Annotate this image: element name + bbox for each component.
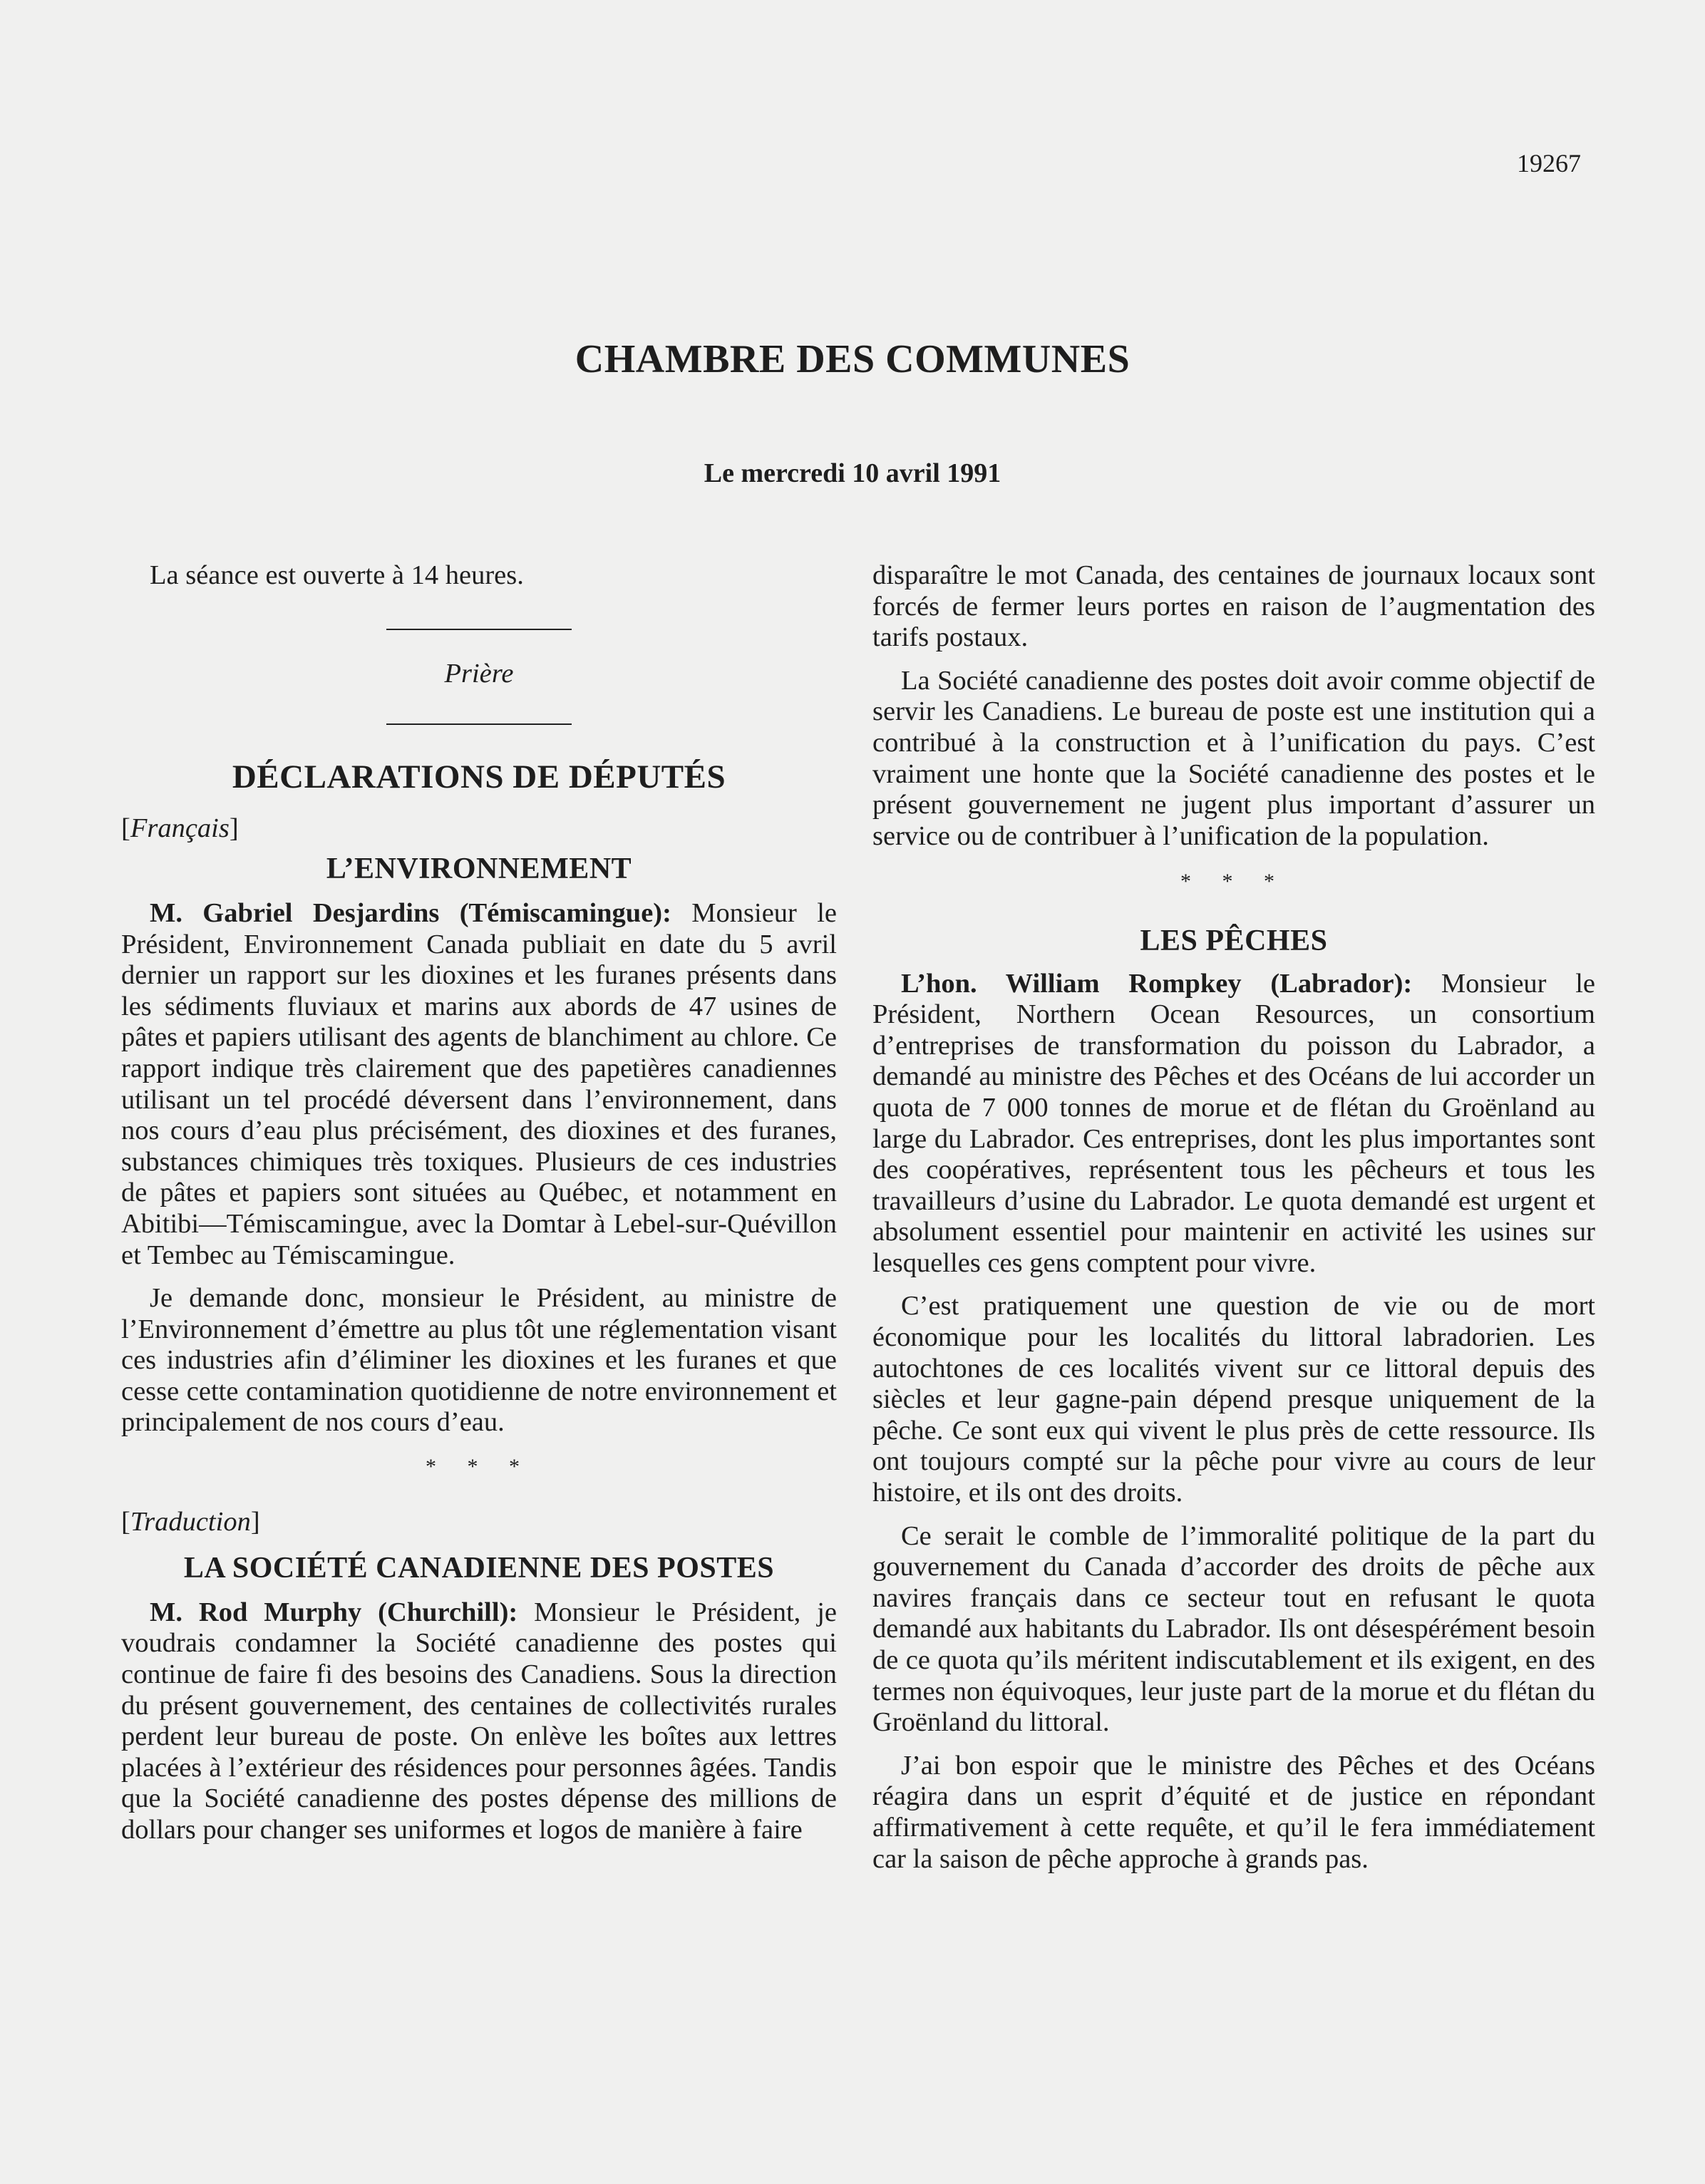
rule-bottom (386, 723, 572, 725)
statement-text: Monsieur le Président, je voudrais condamner la Société canadienne des postes qui continue de faire fi des besoins des Canadiens. Sous la direction du présent gouvernement, des centaines de collectivités rurales perdent leur bureau de poste. On enlève les boîtes aux lettres placées à l’extérieur des résidences pour personnes âgées. Tandis que la Société canadienne des postes dépense des millions de dollars pour changer ses uniformes et logos de manière à faire (121, 1597, 837, 1845)
statement-paragraph: Je demande donc, monsieur le Président, au ministre de l’Environnement d’émettre au plus tôt une réglementation visant ces industries afin d’éliminer les dioxines et les furanes et que cesse cette contamination quotidienne de notre environnement et principalement de nos cours d’eau. (121, 1283, 837, 1438)
opening-statement: La séance est ouverte à 14 heures. (150, 560, 524, 590)
language-marker-traduction: [Traduction] (121, 1506, 260, 1537)
statement-paragraph: C’est pratiquement une question de vie ou de mort économique pour les localités du littoral labradorien. Les autochtones de ces localités vivent sur ce littoral depuis des siècles et leur gagne-pain dépend presque uniquement de la pêche. Ce sont eux qui vivent le plus près de cette ressource. Ils ont toujours compté sur la pêche pour vivre au cours de leur histoire, et ils ont des droits. (872, 1291, 1595, 1508)
section-separator: * * * (426, 1455, 532, 1479)
rule-top (386, 629, 572, 630)
statement-text: Monsieur le Président, Environnement Canada publiait en date du 5 avril dernier un rapport sur les dioxines et les furanes présents dans les sédiments fluviaux et marins aux abords de 47 usines de pâtes et papiers utilisant des agents de blanchiment au chlore. Ce rapport indique très clairement que des papetières canadiennes utilisant un tel procédé déversent dans l’environnement, dans nos cours d’eau plus précisément, des dioxines et des furanes, substances chimiques très toxiques. Plusieurs de ces industries de pâtes et papiers sont situées au Québec, et notamment en Abitibi—Témiscamingue, avec la Domtar à Lebel-sur-Quévillon et Tembec au Témiscamingue. (121, 897, 837, 1270)
statement-paragraph (121, 1597, 837, 1846)
page-number: 19267 (1517, 149, 1581, 177)
document-title: CHAMBRE DES COMMUNES (575, 337, 1130, 381)
statement-paragraph (121, 898, 837, 1271)
right-column (872, 560, 1595, 1875)
speaker-name: M. Rod Murphy (Churchill): (150, 1597, 518, 1627)
language-marker-francais: [Français] (121, 813, 239, 843)
speaker-name: L’hon. William Rompkey (Labrador): (901, 968, 1413, 999)
statement-paragraph (872, 969, 1595, 1279)
topic-title-environnement: L’ENVIRONNEMENT (326, 853, 632, 886)
topic-title-postes: LA SOCIÉTÉ CANADIENNE DES POSTES (183, 1552, 775, 1585)
section-heading-declarations: DÉCLARATIONS DE DÉPUTÉS (232, 758, 726, 796)
topic-title-peches: LES PÊCHES (1140, 924, 1328, 957)
statement-paragraph: La Société canadienne des postes doit avoir comme objectif de servir les Canadiens. Le bureau de poste est une institution qui a contribué à la construction et à l’unification du pays. C’est vraiment une honte que la Société canadienne des postes et le présent gouvernement ne jugent plus important d’assurer un service ou de contribuer à l’unification de la population. (872, 665, 1595, 851)
statement-paragraph: disparaître le mot Canada, des centaines de journaux locaux sont forcés de fermer leurs portes en raison de l’augmentation des tarifs postaux. (872, 560, 1595, 653)
prayer-label: Prière (444, 658, 514, 689)
section-separator: * * * (1180, 870, 1287, 894)
language-label: Traduction (130, 1506, 251, 1537)
speaker-name: M. Gabriel Desjardins (Témiscamingue): (150, 897, 671, 928)
statement-paragraph: Ce serait le comble de l’immoralité politique de la part du gouvernement du Canada d’accorder des droits de pêche aux navires français dans ce secteur tout en refusant le quota demandé aux habitants du Labrador. Ils ont désespérément besoin de ce quota qu’ils méritent indiscutablement et ils exigent, en des termes non équivoques, leur juste part de la morue et du flétan du Groënland du littoral. (872, 1520, 1595, 1738)
statement-paragraph: J’ai bon espoir que le ministre des Pêches et des Océans réagira dans un esprit d’équité et de justice en répondant affirmativement à cette requête, et qu’il le fera immédiatement car la saison de pêche approche à grands pas. (872, 1750, 1595, 1874)
language-label: Français (130, 813, 230, 843)
statement-text: Monsieur le Président, Northern Ocean Resources, un consortium d’entreprises de transformation du poisson du Labrador, a demandé au ministre des Pêches et des Océans de lui accorder un quota de 7 000 tonnes de morue et de flétan du Groënland au large du Labrador. Ces entreprises, dont les plus importantes sont des coopératives, représentent tous les pêcheurs et tous les travailleurs d’usine du Labrador. Le quota demandé est urgent et absolument essentiel pour maintenir en activité les usines sur lesquelles ces gens comptent pour vivre. (872, 968, 1596, 1278)
sitting-date: Le mercredi 10 avril 1991 (704, 458, 1001, 488)
left-column (121, 560, 837, 1846)
